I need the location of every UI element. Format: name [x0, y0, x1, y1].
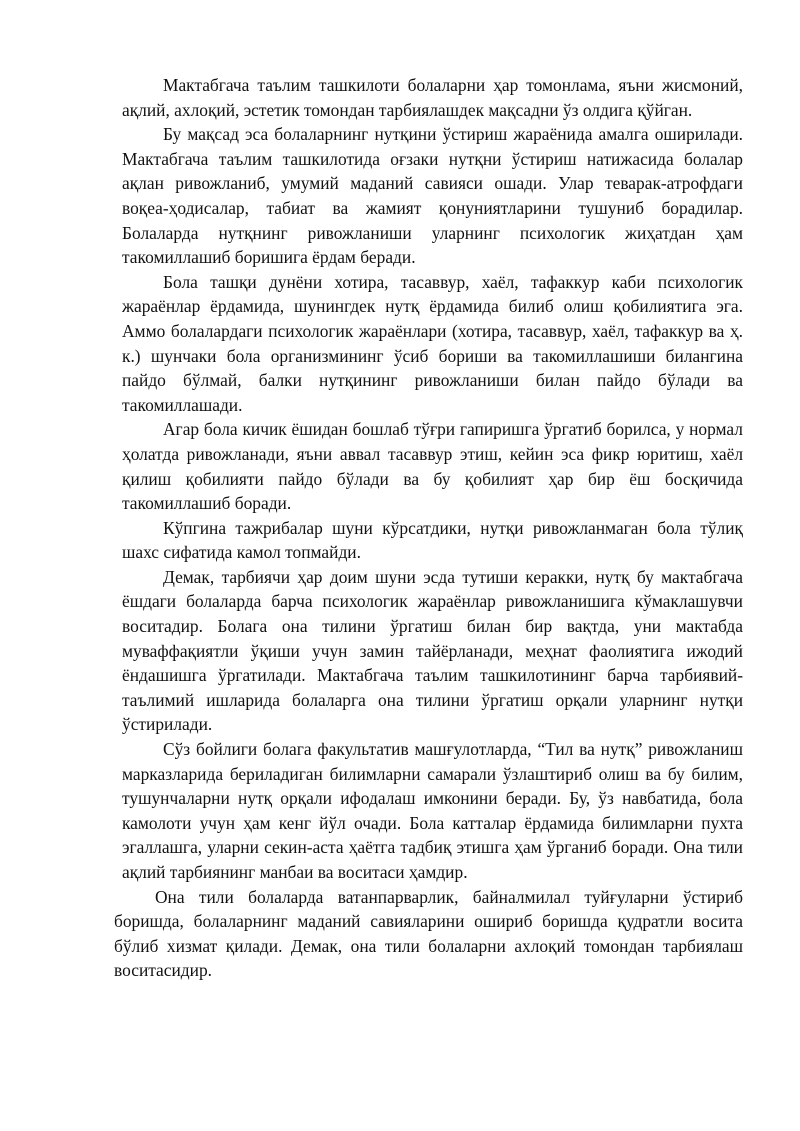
paragraph-8: Она тили болаларда ватанпарварлик, байналмилал туйғуларни ўстириб боришда, болаларнинг маданий савияларини ошириб боришда қудратли восита бўлиб хизмат қилади. Демак, она тили болаларни ахлоқий томондан тарбиялаш воситасидир. — [114, 886, 743, 981]
paragraph-6: Демак, тарбиячи ҳар доим шуни эсда тутиши керакки, нутқ бу мактабгача ёшдаги болаларда барча психологик жараёнлар ривожланишига кўмаклашувчи воситадир. Болага она тилини ўргатиш билан бир вақтда, уни мактабда муваффақиятли ўқиши учун замин тайёрланади, меҳнат фаолиятига ижодий ёндашишга ўргатилади. Мактабгача таълим ташкилотининг барча тарбиявий-таълимий ишларида болаларга она тилини ўргатиш орқали уларнинг нутқи ўстирилади. — [122, 566, 743, 735]
paragraph-2: Бу мақсад эса болаларнинг нутқини ўстириш жараёнида амалга оширилади. Мактабгача таълим ташкилотида оғзаки нутқни ўстириш натижасида болалар ақлан ривожланиб, умумий маданий савияси ошади. Улар теварак-атрофдаги воқеа-ҳодисалар, табиат ва жамият қонуниятларини тушуниб борадилар. Болаларда нутқнинг ривожланиши уларнинг психологик жиҳатдан ҳам такомиллашиб боришига ёрдам беради. — [122, 124, 743, 268]
paragraph-5: Кўпгина тажрибалар шуни кўрсатдики, нутқи ривожланмаган бола тўлиқ шахс сифатида камол топмайди. — [122, 517, 743, 563]
paragraph-3: Бола ташқи дунёни хотира, тасаввур, хаёл, тафаккур каби психологик жараёнлар ёрдамида, шунингдек нутқ ёрдамида билиб олиш қобилиятига эга. Аммо болалардаги психологик жараёнлари (хотира, тасаввур, хаёл, тафаккур ва ҳ. к.) шунчаки бола организмининг ўсиб бориши ва такомиллашиши билангина пайдо бўлмай, балки нутқининг ривожланиши билан пайдо бўлади ва такомиллашади. — [122, 271, 743, 415]
paragraph-4: Агар бола кичик ёшидан бошлаб тўғри гапиришга ўргатиб борилса, у нормал ҳолатда ривожланади, яъни аввал тасаввур этиш, кейин эса фикр юритиш, хаёл қилиш қобилияти пайдо бўлади ва бу қобилият ҳар бир ёш босқичида такомиллашиб боради. — [122, 419, 743, 514]
document-body — [114, 73, 743, 983]
paragraph-7: Сўз бойлиги болага факультатив машғулотларда, “Тил ва нутқ” ривожланиш марказларида бериладиган билимларни самарали ўзлаштириб олиш ва бу билим, тушунчаларни нутқ орқали ифодалаш имконини беради. Бу, ўз навбатида, бола камолоти учун ҳам кенг йўл очади. Бола катталар ёрдамида билимларни пухта эгаллашга, уларни секин-аста ҳаётга тадбиқ этишга ҳам ўрганиб боради. Она тили ақлий тарбиянинг манбаи ва воситаси ҳамдир. — [122, 739, 743, 882]
paragraph-1: Мактабгача таълим ташкилоти болаларни ҳар томонлама, яъни жисмоний, ақлий, ахлоқий, эстетик томондан тарбиялашдек мақсадни ўз олдига қўйган. — [122, 75, 743, 120]
